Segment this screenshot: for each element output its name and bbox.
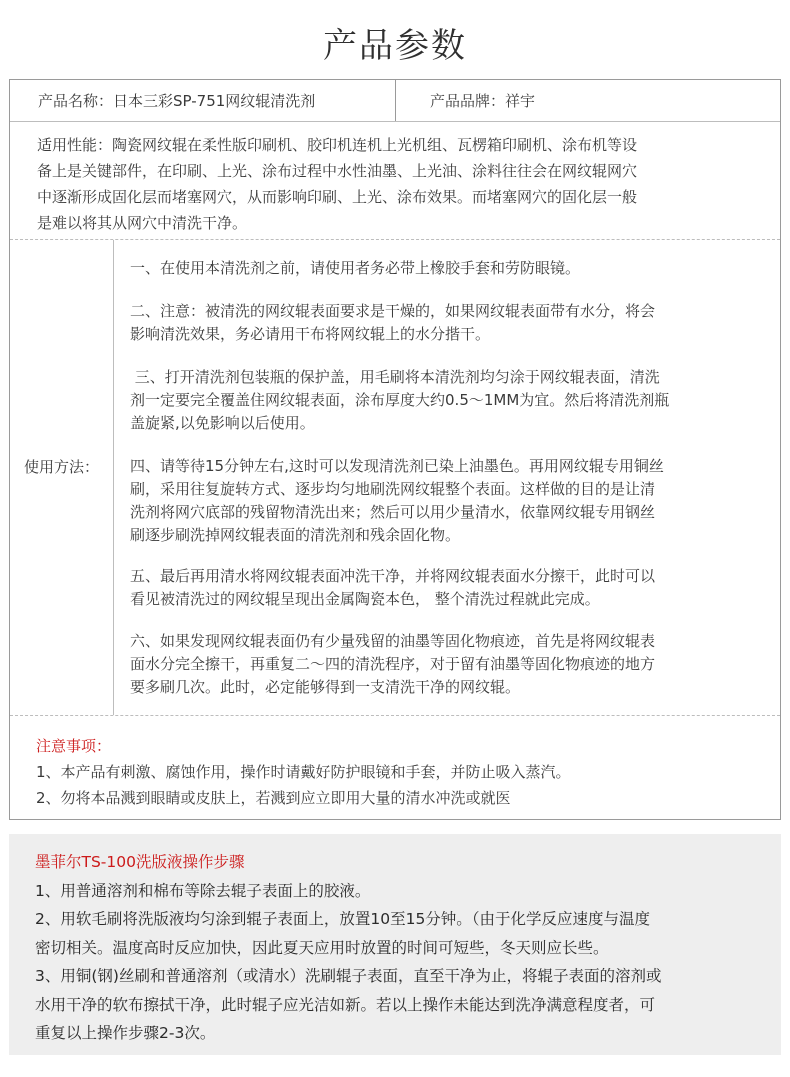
step-4 (130, 455, 770, 547)
notes-title: 注意事项： (36, 737, 112, 755)
step-1 (130, 257, 770, 280)
step-line: 二、注意：被清洗的网纹辊表面要求是干燥的，如果网纹辊表面带有水分，将会 (130, 302, 656, 320)
ts100-line: 密切相关。温度高时反应加快，因此夏天应用时放置的时间可短些，冬天则应长些。 (35, 938, 609, 957)
step-line: 盖旋紧,以免影响以后使用。 (130, 414, 315, 432)
step-line: 刷逐步刷洗掉网纹辊表面的清洗剂和残余固化物。 (130, 526, 461, 544)
performance-line: 适用性能：陶瓷网纹辊在柔性版印刷机、胶印机连机上光机组、瓦楞箱印刷机、涂布机等设 (37, 136, 638, 154)
step-3 (130, 366, 770, 435)
ts100-line: 重复以上操作步骤2-3次。 (35, 1024, 216, 1042)
performance-line: 备上是关键部件，在印刷、上光、涂布过程中水性油墨、上光油、涂料往往会在网纹辊网穴 (37, 162, 638, 180)
spec-table (9, 79, 781, 820)
step-line: 一、在使用本清洗剂之前，请使用者务必带上橡胶手套和劳防眼镜。 (130, 259, 581, 277)
step-line: 影响清洗效果，务必请用干布将网纹辊上的水分揩干。 (130, 325, 491, 343)
ts100-instructions-panel (9, 834, 781, 1055)
notes-item: 1、本产品有刺激、腐蚀作用，操作时请戴好防护眼镜和手套，并防止吸入蒸汽。 (36, 763, 571, 781)
step-2 (130, 300, 770, 346)
step-line: 五、最后再用清水将网纹辊表面冲洗干净，并将网纹辊表面水分擦干，此时可以 (130, 567, 656, 585)
notes-section (10, 716, 780, 820)
ts100-title: 墨菲尔TS-100洗版液操作步骤 (35, 853, 245, 871)
ts100-line: 2、用软毛刷将洗版液均匀涂到辊子表面上，放置10至15分钟。（由于化学反应速度与温度 (35, 910, 651, 928)
ts100-line: 水用干净的软布擦拭干净，此时辊子应光洁如新。若以上操作未能达到洗净满意程度者，可 (35, 995, 656, 1014)
step-line: 面水分完全擦干，再重复二～四的清洗程序，对于留有油墨等固化物痕迹的地方 (130, 655, 656, 673)
step-line: 洗剂将网穴底部的残留物清洗出来；然后可以用少量清水，依靠网纹辊专用钢丝 (130, 503, 656, 521)
performance-section (10, 122, 780, 240)
usage-method-section (10, 240, 780, 716)
usage-method-label: 使用方法： (10, 240, 114, 715)
product-name-row (10, 80, 780, 122)
step-6 (130, 630, 770, 699)
product-brand: 产品品牌：祥宇 (430, 92, 536, 110)
step-line: 剂一定要完全覆盖住网纹辊表面，涂布厚度大约0.5～1MM为宜。然后将清洗剂瓶 (130, 391, 670, 409)
step-line: 三、打开清洗剂包装瓶的保护盖，用毛刷将本清洗剂均匀涂于网纹辊表面，清洗 (130, 368, 660, 386)
page-title: 产品参数 (323, 26, 467, 66)
ts100-line: 1、用普通溶剂和棉布等除去辊子表面上的胶液。 (35, 881, 371, 900)
performance-line: 中逐渐形成固化层而堵塞网穴，从而影响印刷、上光、涂布效果。而堵塞网穴的固化层一般 (37, 188, 638, 206)
step-line: 看见被清洗过的网纹辊呈现出金属陶瓷本色， 整个清洗过程就此完成。 (130, 590, 600, 608)
step-line: 四、请等待15分钟左右,这时可以发现清洗剂已染上油墨色。再用网纹辊专用铜丝 (130, 457, 664, 475)
notes-item: 2、勿将本品溅到眼睛或皮肤上，若溅到应立即用大量的清水冲洗或就医 (36, 789, 511, 807)
step-line: 六、如果发现网纹辊表面仍有少量残留的油墨等固化物痕迹，首先是将网纹辊表 (130, 632, 656, 650)
performance-line: 是难以将其从网穴中清洗干净。 (37, 214, 248, 232)
step-line: 刷，采用往复旋转方式、逐步均匀地刷洗网纹辊整个表面。这样做的目的是让清 (130, 480, 656, 498)
step-line: 要多刷几次。此时，必定能够得到一支清洗干净的网纹辊。 (130, 678, 521, 696)
product-name: 产品名称：日本三彩SP-751网纹辊清洗剂 (10, 80, 396, 121)
ts100-line: 3、用铜(钢)丝刷和普通溶剂（或清水）洗刷辊子表面，直至干净为止，将辊子表面的溶剂或 (35, 967, 662, 985)
step-5 (130, 565, 770, 611)
